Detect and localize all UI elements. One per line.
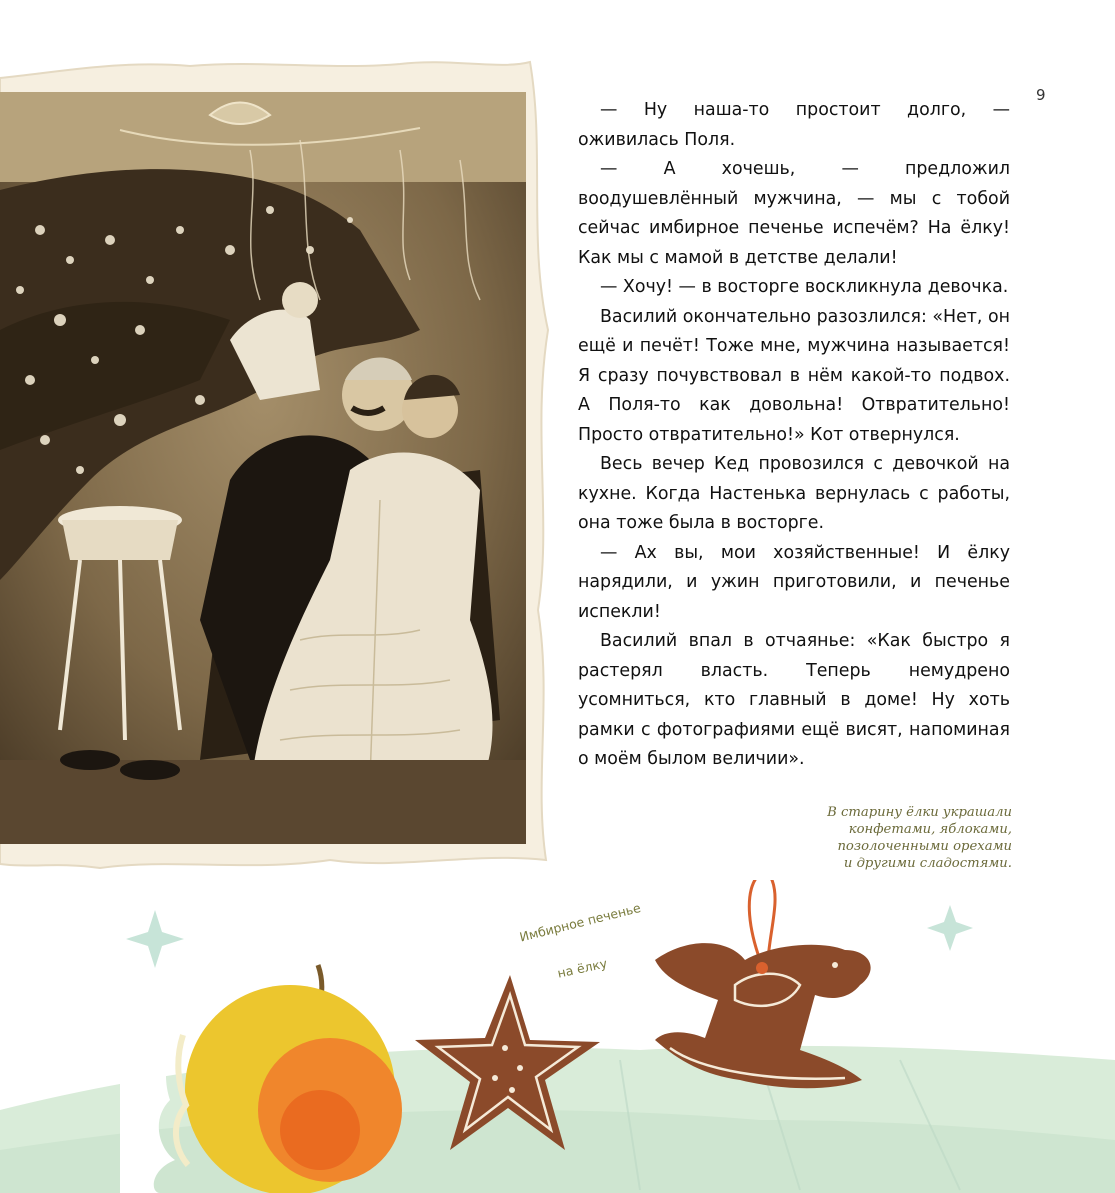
story-paragraph: Весь вечер Кед провозился с девочкой на кухне. Когда Настенька вернулась с работы, она тоже была в восторге. [578, 454, 1010, 533]
old-trees-note [772, 804, 1012, 872]
story-paragraph: Василий впал в отчаянье: «Как быстро я растерял власть. Теперь немудрено усомниться, кто главный в доме! Ну хоть рамки с фотографиями ещё висят, напоминая о моём былом величии». [578, 631, 1010, 769]
note-line: Имбирное печенье [518, 899, 643, 945]
page-number: 9 [1036, 86, 1046, 104]
story-paragraph: — А хочешь, — предложил воодушевлённый мужчина, — мы с тобой сейчас имбирное печенье испечём? На ёлку! Как мы с мамой в детстве делали! [578, 159, 1010, 268]
family-tree-illustration [0, 0, 560, 900]
bitten-apple-icon [120, 965, 402, 1193]
note-line: В старину ёлки украшали [827, 805, 1012, 820]
story-text [578, 96, 1010, 775]
note-line: конфетами, яблоками, [848, 822, 1012, 837]
note-line: и другими сладостями. [843, 856, 1012, 871]
story-paragraph: — Ах вы, мои хозяйственные! И ёлку нарядили, и ужин приготовили, и печенье испекли! [578, 542, 1010, 622]
note-line: на ёлку [556, 955, 609, 981]
story-paragraph: — Хочу! — в восторге воскликнула девочка. [600, 277, 1009, 297]
story-paragraph: — Ну наша-то простоит долго, — оживилась Поля. [578, 100, 1010, 150]
gingerbread-note [518, 899, 668, 990]
note-line: позолоченными орехами [837, 839, 1012, 854]
story-paragraph: Василий окончательно разозлился: «Нет, он ещё и печёт! Тоже мне, мужчина называется! Я сразу почувствовал в нём какой-то подвох. А Поля-то как довольна! Отвратительно! Просто отвратительно!» Кот отвернулся. [578, 306, 1010, 445]
